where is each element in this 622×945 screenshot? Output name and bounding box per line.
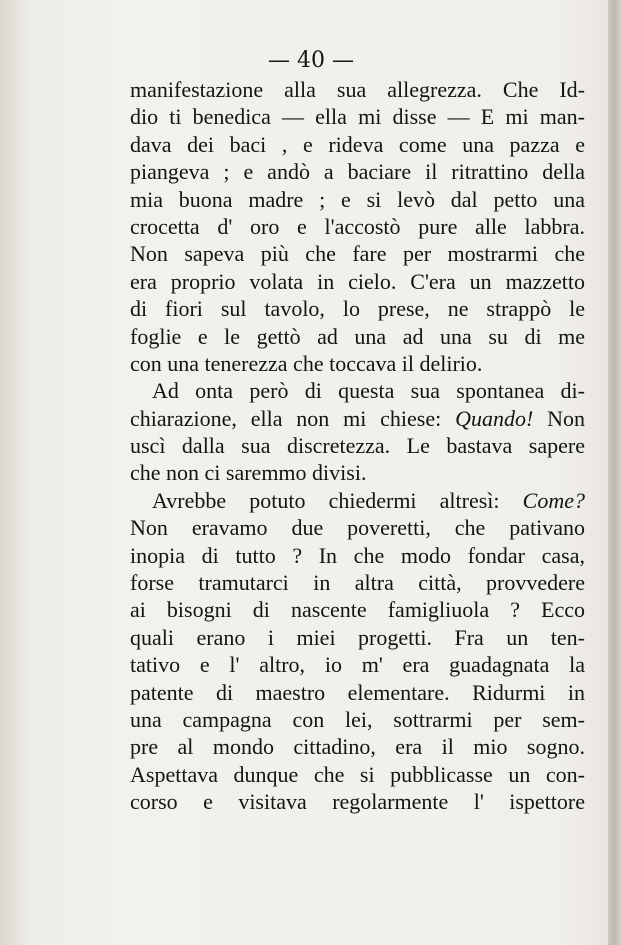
- text-segment: patente di maestro elementare. Ridurmi in: [130, 679, 585, 705]
- text-segment: crocetta d' oro e l'accostò pure alle labbra.: [130, 213, 585, 239]
- text-line: [130, 706, 585, 733]
- text-segment: inopia di tutto ? In che modo fondar casa,: [130, 542, 585, 568]
- text-segment: ai bisogni di nascente famigliuola ? Ecco: [130, 597, 585, 623]
- text-segment: corso e visitava regolarmente l' ispettore: [130, 789, 585, 815]
- text-segment: mia buona madre ; e si levò dal petto una: [130, 186, 585, 212]
- text-segment: uscì dalla sua discretezza. Le bastava sapere: [130, 433, 585, 459]
- text-line: [130, 733, 585, 760]
- text-segment: piangeva ; e andò a baciare il ritrattino della: [130, 159, 585, 185]
- text-line: [130, 761, 585, 788]
- text-segment: dava dei baci , e rideva come una pazza e: [130, 131, 585, 157]
- text-line: [130, 213, 585, 240]
- text-segment: era proprio volata in cielo. C'era un mazzetto: [130, 268, 585, 294]
- italic-text-segment: Quando!: [455, 405, 534, 431]
- italic-text-segment: Come?: [522, 487, 585, 513]
- text-line: [130, 679, 585, 706]
- text-line: [130, 158, 585, 185]
- text-line: [130, 788, 585, 815]
- text-segment: forse tramutarci in altra città, provvedere: [130, 570, 585, 596]
- text-line: [130, 624, 585, 651]
- text-segment: una campagna con lei, sottrarmi per sem-: [130, 706, 585, 732]
- text-line: [130, 76, 585, 103]
- text-segment: chiarazione, ella non mi chiese:: [130, 405, 456, 431]
- text-line: [130, 240, 585, 267]
- text-line: [130, 186, 585, 213]
- text-line: [130, 487, 585, 514]
- text-line: [130, 323, 585, 350]
- page-spine-edge: [608, 0, 622, 945]
- text-line: [130, 405, 585, 432]
- text-line: [130, 350, 585, 377]
- text-segment: di fiori sul tavolo, lo prese, ne strappò le: [130, 296, 585, 322]
- text-segment: che non ci saremmo divisi.: [130, 460, 367, 486]
- text-line: [130, 596, 585, 623]
- text-line: [130, 651, 585, 678]
- text-segment: con una tenerezza che toccava il delirio.: [130, 350, 483, 376]
- text-segment: Aspettava dunque che si pubblicasse un con-: [130, 761, 585, 787]
- text-segment: foglie e le gettò ad una ad una su di me: [130, 323, 585, 349]
- text-segment: manifestazione alla sua allegrezza. Che Id-: [130, 77, 585, 102]
- text-line: [130, 268, 585, 295]
- text-line: [130, 459, 585, 486]
- text-segment: Non: [533, 405, 585, 431]
- text-line: [130, 295, 585, 322]
- page-number: — 40 —: [268, 48, 354, 73]
- text-line: [130, 514, 585, 541]
- text-segment: Non sapeva più che fare per mostrarmi che: [130, 241, 585, 267]
- text-segment: Ad onta però di questa sua spontanea di-: [152, 378, 585, 404]
- text-segment: pre al mondo cittadino, era il mio sogno.: [130, 734, 585, 760]
- text-line: [130, 103, 585, 130]
- text-line: [130, 131, 585, 158]
- text-line: [130, 377, 585, 404]
- text-segment: Avrebbe potuto chiedermi altresì:: [152, 487, 523, 513]
- body-text: [130, 76, 585, 816]
- text-segment: dio ti benedica — ella mi disse — E mi man-: [130, 104, 585, 130]
- text-segment: quali erano i miei progetti. Fra un ten-: [130, 624, 585, 650]
- text-segment: tativo e l' altro, io m' era guadagnata la: [130, 652, 585, 678]
- text-line: [130, 569, 585, 596]
- text-segment: Non eravamo due poveretti, che pativano: [130, 515, 585, 541]
- text-line: [130, 542, 585, 569]
- text-line: [130, 432, 585, 459]
